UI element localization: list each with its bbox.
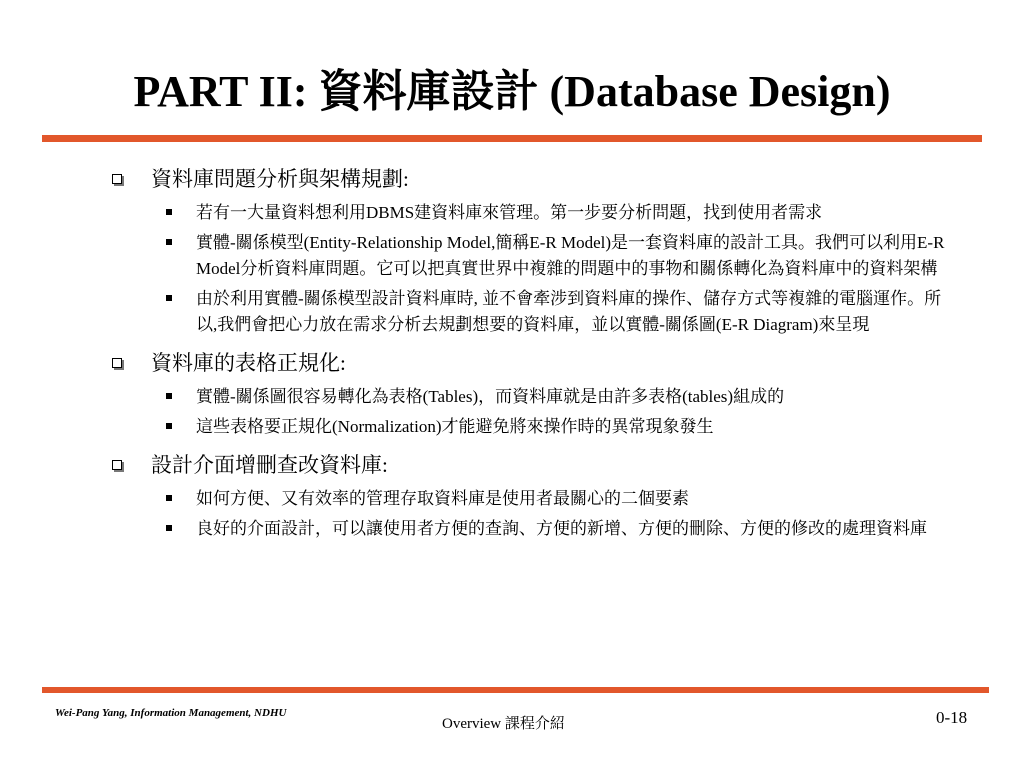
bullet-item [196, 486, 956, 512]
section-heading-text: 資料庫問題分析與架構規劃: [151, 167, 409, 191]
section-heading-text: 設計介面增刪查改資料庫: [151, 453, 388, 477]
square-bullet-icon [166, 393, 172, 399]
hollow-square-bullet-icon [112, 358, 122, 368]
slide-title: PART II: 資料庫設計 (Database Design) [133, 67, 891, 116]
bullet-item-text: 若有一大量資料想利用DBMS建資料庫來管理。第一步要分析問題，找到使用者需求 [196, 203, 823, 222]
bullet-item-text: 良好的介面設計，可以讓使用者方便的查詢、方便的新增、方便的刪除、方便的修改的處理資料庫 [196, 519, 927, 538]
footer-author: Wei-Pang Yang, Information Management, NDHU [55, 707, 287, 719]
bullet-item [196, 384, 956, 410]
bullet-item [196, 516, 956, 542]
section-heading [108, 348, 968, 378]
bullet-item-text: 如何方便、又有效率的管理存取資料庫是使用者最關心的二個要素 [196, 489, 689, 508]
section-heading [108, 450, 968, 480]
bullet-item [196, 230, 956, 282]
square-bullet-icon [166, 525, 172, 531]
hollow-square-bullet-icon [112, 174, 122, 184]
bullet-item [196, 200, 956, 226]
section-heading-text: 資料庫的表格正規化: [151, 351, 346, 375]
square-bullet-icon [166, 295, 172, 301]
section-heading [108, 164, 968, 194]
bullet-item-text: 實體-關係圖很容易轉化為表格(Tables)，而資料庫就是由許多表格(tables)組成的 [196, 387, 785, 406]
bullet-item [196, 286, 956, 338]
slide-body [108, 164, 968, 546]
bullet-item [196, 414, 956, 440]
square-bullet-icon [166, 423, 172, 429]
footer-divider [42, 687, 989, 693]
bullet-item-text: 這些表格要正規化(Normalization)才能避免將來操作時的異常現象發生 [196, 417, 714, 436]
square-bullet-icon [166, 495, 172, 501]
page-number: 0-18 [936, 708, 968, 727]
square-bullet-icon [166, 209, 172, 215]
hollow-square-bullet-icon [112, 460, 122, 470]
bullet-item-text: 由於利用實體-關係模型設計資料庫時, 並不會牽涉到資料庫的操作、儲存方式等複雜的電腦運作。所以,我們會把心力放在需求分析去規劃想要的資料庫，並以實體-關係圖(E-R Diagram)來呈現 [196, 289, 942, 334]
square-bullet-icon [166, 239, 172, 245]
title-divider [42, 135, 982, 142]
footer-course: Overview 課程介紹 [442, 716, 565, 732]
bullet-item-text: 實體-關係模型(Entity-Relationship Model,簡稱E-R Model)是一套資料庫的設計工具。我們可以利用E-R Model分析資料庫問題。它可以把真實世界中複雜的問題中的事物和關係轉化為資料庫中的資料架構 [196, 233, 945, 278]
